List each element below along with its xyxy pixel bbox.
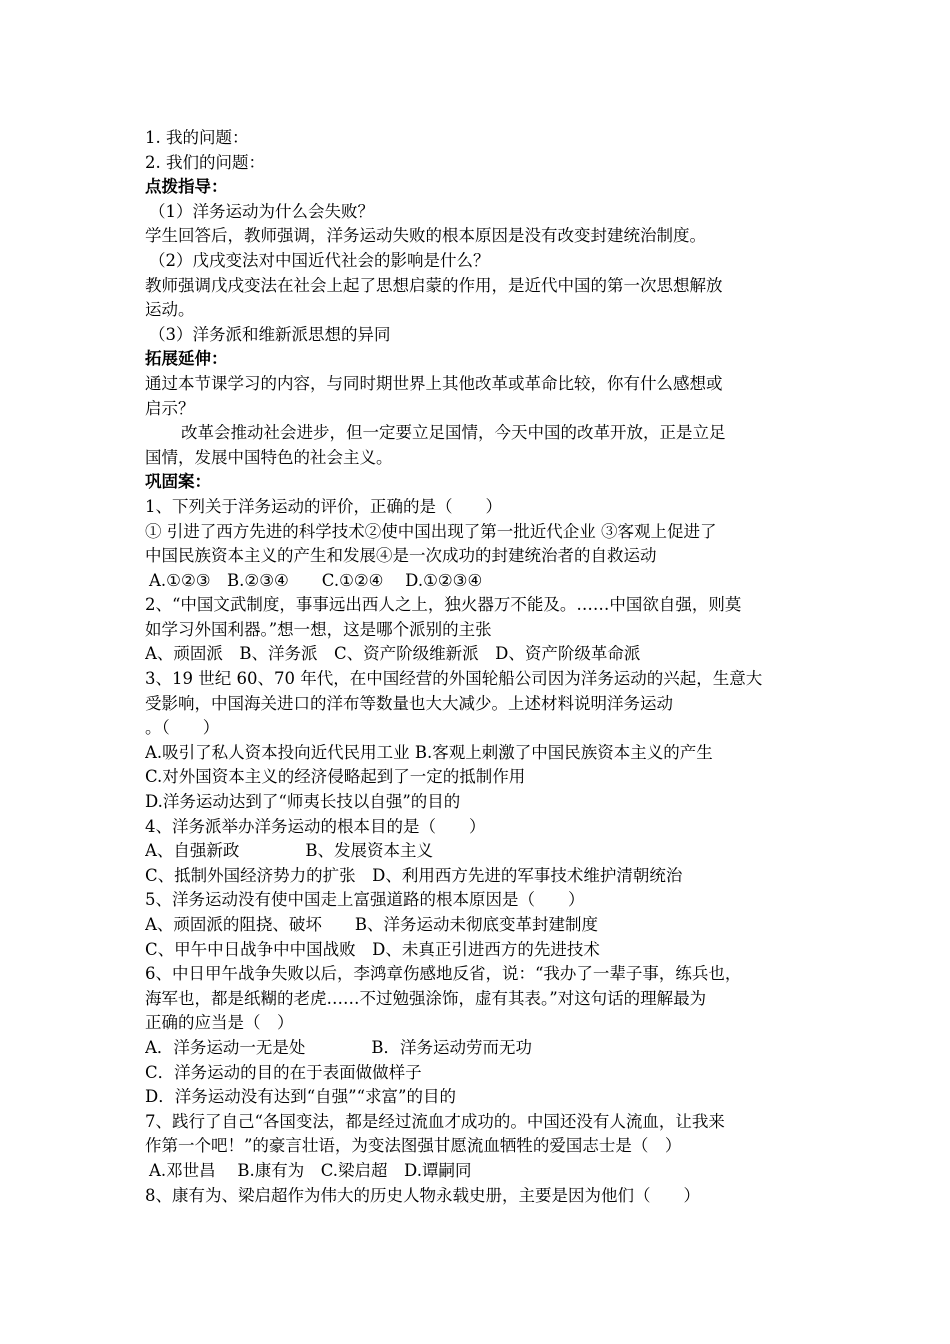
guidance-q3: （3）洋务派和维新派思想的异同 bbox=[149, 324, 391, 344]
q1-statements-line1: ① 引进了西方先进的科学技术②使中国出现了第一批近代企业 ③客观上促进了 bbox=[145, 521, 717, 541]
q6-stem-line1: 6、中日甲午战争失败以后，李鸿章伤感地反省，说：“我办了一辈子事，练兵也， bbox=[145, 964, 742, 984]
q3-option-d: D.洋务运动达到了“师夷长技以自强”的目的 bbox=[145, 792, 461, 812]
q5-options-ab: A、顽固派的阻挠、破坏 B、洋务运动未彻底变革封建制度 bbox=[145, 915, 599, 934]
guidance-a1: 学生回答后，教师强调，洋务运动失败的根本原因是没有改变封建统治制度。 bbox=[145, 226, 706, 246]
q6-option-d: D．洋务运动没有达到“自强”“求富”的目的 bbox=[145, 1087, 456, 1107]
extension-heading: 拓展延伸： bbox=[145, 349, 228, 369]
our-question-label: 2. 我们的问题： bbox=[145, 152, 265, 172]
q3-stem-line2: 受影响，中国海关进口的洋布等数量也大大减少。上述材料说明洋务运动 bbox=[145, 693, 673, 713]
q8-stem: 8、康有为、梁启超作为伟大的历史人物永载史册，主要是因为他们（ ） bbox=[145, 1185, 700, 1205]
q1-statements-line2: 中国民族资本主义的产生和发展④是一次成功的封建统治者的自救运动 bbox=[145, 546, 657, 566]
q7-options: A.邓世昌 B.康有为 C.梁启超 D.谭嗣同 bbox=[149, 1160, 472, 1180]
q1-stem: 1、下列关于洋务运动的评价，正确的是（ ） bbox=[145, 496, 502, 516]
q4-options-cd: C、抵制外国经济势力的扩张 D、利用西方先进的军事技术维护清朝统治 bbox=[145, 865, 683, 885]
q4-options-ab: A、自强新政 B、发展资本主义 bbox=[145, 841, 434, 861]
q6-option-c: C．洋务运动的目的在于表面做做样子 bbox=[145, 1062, 422, 1082]
extension-answer-line2: 国情，发展中国特色的社会主义。 bbox=[145, 447, 393, 467]
q3-option-ab: A.吸引了私人资本投向近代民用工业 B.客观上刺激了中国民族资本主义的产生 bbox=[145, 742, 713, 762]
q6-stem-line3: 正确的应当是（ ） bbox=[145, 1013, 294, 1033]
q1-options: A.①②③ B.②③④ C.①②④ D.①②③④ bbox=[149, 570, 483, 590]
my-question-label: 1. 我的问题： bbox=[145, 128, 249, 147]
q5-options-cd: C、甲午中日战争中中国战败 D、未真正引进西方的先进技术 bbox=[145, 939, 600, 959]
q7-stem-line1: 7、践行了自己“各国变法，都是经过流血才成功的。中国还没有人流血，让我来 bbox=[145, 1111, 725, 1131]
extension-question-line2: 启示？ bbox=[145, 398, 195, 418]
guidance-a2-line2: 运动。 bbox=[145, 300, 195, 320]
q5-stem: 5、洋务运动没有使中国走上富强道路的根本原因是（ ） bbox=[145, 890, 585, 910]
consolidation-heading: 巩固案： bbox=[145, 472, 211, 492]
q6-options-ab: A．洋务运动一无是处 B．洋务运动劳而无功 bbox=[145, 1037, 533, 1057]
q2-options: A、顽固派 B、洋务派 C、资产阶级维新派 D、资产阶级革命派 bbox=[145, 644, 641, 664]
document-page bbox=[145, 126, 813, 1208]
guidance-a2-line1: 教师强调戊戌变法在社会上起了思想启蒙的作用，是近代中国的第一次思想解放 bbox=[145, 275, 723, 295]
extension-answer-line1: 改革会推动社会进步，但一定要立足国情，今天中国的改革开放，正是立足 bbox=[181, 423, 726, 443]
q2-stem-line1: 2、“中国文武制度，事事远出西人之上，独火器万不能及。……中国欲自强，则莫 bbox=[145, 595, 742, 615]
q2-stem-line2: 如学习外国利器。”想一想，这是哪个派别的主张 bbox=[145, 619, 492, 639]
guidance-q1: （1）洋务运动为什么会失败？ bbox=[149, 201, 374, 221]
q6-stem-line2: 海军也，都是纸糊的老虎……不过勉强涂饰，虚有其表。”对这句话的理解最为 bbox=[145, 988, 707, 1008]
q3-stem-line3: 。（ ） bbox=[145, 718, 220, 738]
guidance-q2: （2）戊戌变法对中国近代社会的影响是什么？ bbox=[149, 250, 490, 270]
q7-stem-line2: 作第一个吧！”的豪言壮语，为变法图强甘愿流血牺牲的爱国志士是（ ） bbox=[145, 1136, 682, 1156]
extension-question-line1: 通过本节课学习的内容，与同时期世界上其他改革或革命比较，你有什么感想或 bbox=[145, 373, 723, 393]
q3-option-c: C.对外国资本主义的经济侵略起到了一定的抵制作用 bbox=[145, 767, 526, 787]
guidance-heading: 点拨指导： bbox=[145, 177, 228, 197]
q3-stem-line1: 3、19 世纪 60、70 年代，在中国经营的外国轮船公司因为洋务运动的兴起，生意大 bbox=[145, 669, 763, 689]
q4-stem: 4、洋务派举办洋务运动的根本目的是（ ） bbox=[145, 816, 486, 836]
